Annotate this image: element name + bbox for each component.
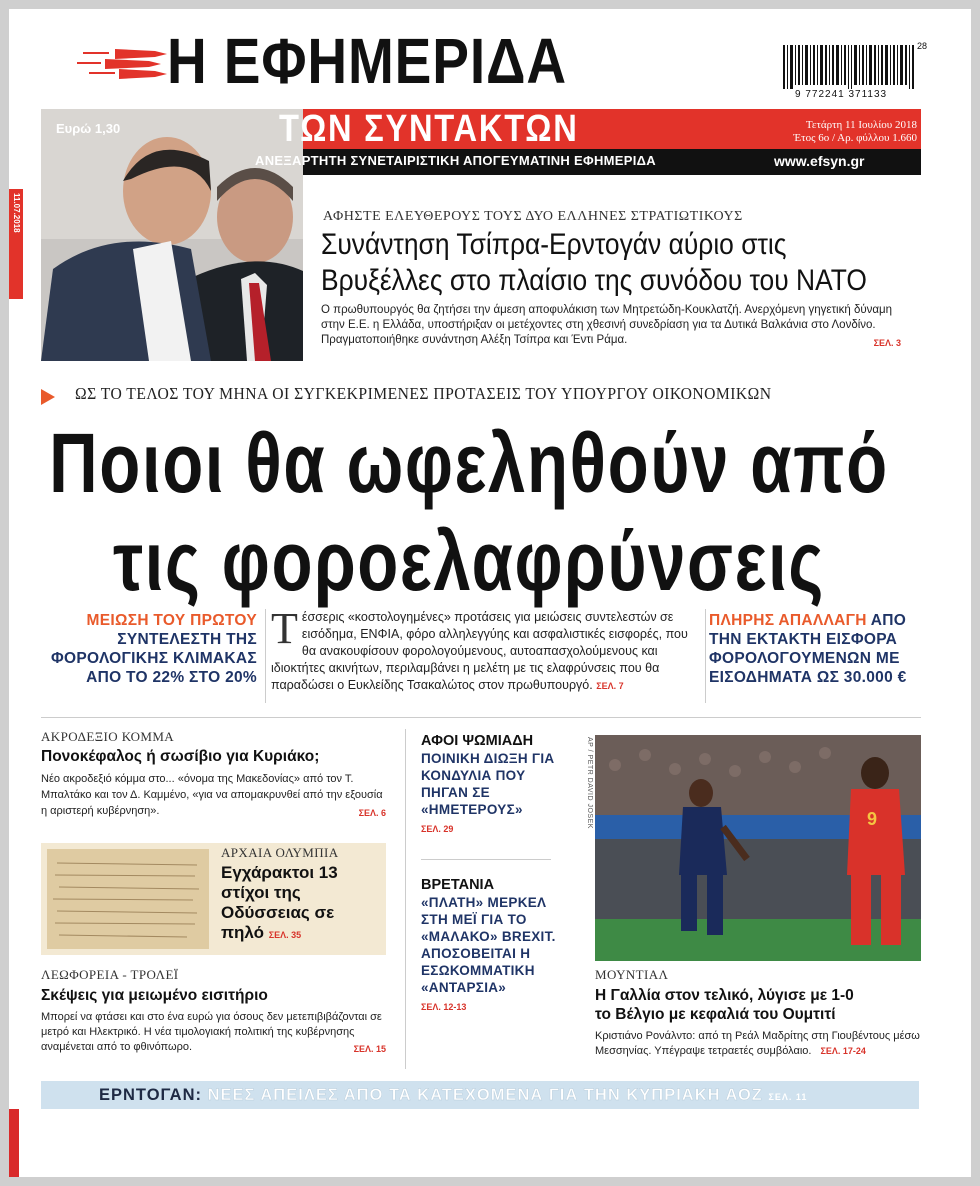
bottom-banner-text — [99, 1086, 807, 1105]
newspaper-front-page — [9, 9, 971, 1177]
banner-label: ΕΡΝΤΟΓΑΝ: — [99, 1086, 202, 1104]
page-ref[interactable]: ΣΕΛ. 6 — [358, 808, 386, 818]
highlight-line: ΑΠΟ — [870, 612, 907, 629]
lead-title-line: Βρυξέλλες στο πλαίσιο της συνόδου του ΝΑΤΟ — [321, 264, 867, 297]
divider — [705, 609, 706, 703]
main-body-text: έσσερις «κοστολογημένες» προτάσεις για μειώσεις συντελεστών σε εισόδημα, ΕΝΦΙΑ, φόρο αλληλεγγύης και ασφαλιστικές εισφορές, που θα ανακουφίσουν φορολογούμενους, αυτοαπασχολούμενους και ιδιοκτήτες ακινήτων, περιλαμβάνει η μελέτη με τις ελαφρύνσεις που θα παραδώσει ο Ευκλείδης Τσακαλώτος στον πρωθυπουργό. — [271, 610, 688, 692]
story-body: «ΠΛΑΤΗ» ΜΕΡΚΕΛ ΣΤΗ ΜΕΪ ΓΙΑ ΤΟ «ΜΑΛΑΚΟ» BREXIT. ΑΠΟΣΟΒΕΙΤΑΙ Η ΕΣΩΚΟΜΜΑΤΙΚΗ «ΑΝΤΑΡΣΙΑ» — [421, 895, 556, 995]
highlight-right — [709, 611, 931, 687]
highlight-line: ΦΟΡΟΛΟΓΟΥΜΕΝΩΝ ΜΕ — [709, 650, 900, 667]
page-ref[interactable]: ΣΕΛ. 35 — [268, 930, 302, 940]
date-line: Τετάρτη 11 Ιουλίου 2018 — [805, 119, 917, 131]
edge-marker — [9, 1109, 19, 1177]
divider — [421, 859, 551, 860]
story-kicker: ΜΟΥΝΤΙΑΛ — [595, 967, 669, 982]
page-ref[interactable]: ΣΕΛ. 3 — [873, 338, 901, 348]
divider — [265, 609, 266, 703]
story-bus[interactable] — [41, 967, 386, 1057]
highlight-line: ΑΠΟ ΤΟ 22% ΣΤΟ 20% — [86, 669, 257, 686]
story-kicker: ΑΚΡΟΔΕΞΙΟ ΚΟΜΜΑ — [41, 729, 175, 744]
story-title — [221, 863, 381, 945]
side-date-tab — [9, 189, 23, 299]
story-britain[interactable] — [421, 877, 563, 1012]
lead-body — [321, 303, 901, 351]
photo-credit: AP / PETR DAVID JOSEK — [586, 737, 593, 829]
lead-body-text: Ο πρωθυπουργός θα ζητήσει την άμεση αποφυλάκιση των Μητρετώδη-Κουκλατζή. Ανερχόμενη γηγετική δύναμη στην Ε.Ε. η Ελλάδα, υποστήριξαν οι μετέχοντες στη χθεσινή συνεδρίαση για τα Δυτικά Βαλκάνια στο Λονδίνο. Πραγματοποιήθηκε συνάντηση Αλέξη Τσίπρα και Έντι Ράμα. — [321, 304, 893, 346]
story-kicker: ΑΡΧΑΙΑ ΟΛΥΜΠΙΑ — [221, 845, 339, 860]
arrow-right-icon — [41, 389, 55, 405]
story-title-text: Εγχάρακτοι 13 στίχοι της Οδύσσειας σε πηλό — [221, 863, 338, 942]
page-ref[interactable]: ΣΕΛ. 15 — [353, 1044, 386, 1054]
lead-title-line: Συνάντηση Τσίπρα-Ερντογάν αύριο στις — [321, 228, 787, 261]
story-body-text: Μπορεί να φτάσει και στο ένα ευρώ για όσους δεν μετεπιβιβάζονται σε μετρό και Ηλεκτρικό. Η νέα τιμολογιακή πολιτική της κυβέρνησης αναμένεται από το φθινόπωρο. — [41, 1011, 382, 1053]
main-headline[interactable] — [49, 414, 889, 610]
main-body — [271, 604, 701, 695]
story-body-text: Κριστιάνο Ρονάλντο: από τη Ρεάλ Μαδρίτης στη Γιουβέντους μέσω Μεσσηνίας. Υπέγραψε τετραετές συμβόλαιο. — [595, 1030, 920, 1057]
divider — [41, 717, 921, 718]
story-head: ΑΦΟΙ ΨΩΜΙΑΔΗ — [421, 733, 534, 749]
football-photo — [595, 735, 921, 961]
story-body: ΠΟΙΝΙΚΗ ΔΙΩΞΗ ΓΙΑ ΚΟΝΔΥΛΙΑ ΠΟΥ ΠΗΓΑΝ ΣΕ «ΗΜΕΤΕΡΟΥΣ» — [421, 751, 555, 817]
leaders-photo — [41, 109, 303, 361]
story-title-line: Η Γαλλία στον τελικό, λύγισε με 1-0 — [595, 987, 854, 1004]
story-body — [595, 1029, 925, 1059]
page-ref[interactable]: ΣΕΛ. 29 — [421, 824, 454, 834]
side-date: 11.07.2018 — [12, 193, 21, 233]
highlight-line: ΤΗΝ ΕΚΤΑΚΤΗ ΕΙΣΦΟΡΑ — [709, 631, 898, 648]
story-body — [41, 771, 386, 819]
lead-kicker: ΑΦΗΣΤΕ ΕΛΕΥΘΕΡΟΥΣ ΤΟΥΣ ΔΥΟ ΕΛΛΗΝΕΣ ΣΤΡΑΤΙΩΤΙΚΟΥΣ — [323, 209, 743, 224]
story-mundial[interactable] — [595, 967, 925, 1059]
website-link[interactable]: www.efsyn.gr — [774, 153, 865, 169]
lead-title[interactable] — [321, 227, 884, 299]
story-body — [41, 1010, 386, 1055]
issue-code: 28 — [917, 41, 928, 51]
masthead-subtitle: ΤΩΝ ΣΥΝΤΑΚΤΩΝ — [279, 108, 579, 150]
barcode — [781, 43, 929, 103]
story-head: ΒΡΕΤΑΝΙΑ — [421, 877, 495, 893]
price: Ευρώ 1,30 — [56, 121, 121, 136]
headline-line: Ποιοι θα ωφεληθούν από — [49, 416, 889, 510]
page-ref[interactable]: ΣΕΛ. 7 — [596, 681, 624, 691]
story-title: Πονοκέφαλος ή σωσίβιο για Κυριάκο; — [41, 748, 320, 765]
page-ref[interactable]: ΣΕΛ. 17-24 — [820, 1046, 866, 1056]
barcode-number: 9 772241 371133 — [795, 89, 888, 100]
headline-line: τις φοροελαφρύνσεις — [113, 514, 825, 608]
story-title-line: το Βέλγιο με κεφαλιά του Ουμτιτί — [595, 1006, 836, 1023]
page-ref[interactable]: ΣΕΛ. 12-13 — [421, 1002, 467, 1012]
highlight-line: ΦΟΡΟΛΟΓΙΚΗΣ ΚΛΙΜΑΚΑΣ — [51, 650, 257, 667]
highlight-line: ΕΙΣΟΔΗΜΑΤΑ ΩΣ 30.000 € — [709, 669, 907, 686]
highlight-red: ΜΕΙΩΣΗ ΤΟΥ ΠΡΩΤΟΥ — [86, 612, 257, 629]
highlight-line: ΣΥΝΤΕΛΕΣΤΗ ΤΗΣ — [117, 631, 257, 648]
masthead-title: Η ΕΦΗΜΕΡΙΔΑ — [167, 25, 568, 97]
story-body-text: Νέο ακροδεξιό κόμμα στο... «όνομα της Μακεδονίας» από τον Τ. Μπαλτάκο και τον Δ. Καμμένο, «για να απομακρυνθεί από την εξουσία η αριστερή κυβέρνηση». — [41, 773, 383, 817]
divider — [405, 729, 406, 1069]
story-title: Σκέψεις για μειωμένο εισιτήριο — [41, 987, 268, 1004]
issue-number: Έτος 6ο / Αρ. φύλλου 1.660 — [793, 132, 917, 144]
main-kicker: ΩΣ ΤΟ ΤΕΛΟΣ ΤΟΥ ΜΗΝΑ ΟΙ ΣΥΓΚΕΚΡΙΜΕΝΕΣ ΠΡΟΤΑΣΕΙΣ ΤΟΥ ΥΠΟΥΡΓΟΥ ΟΙΚΟΝΟΜΙΚΩΝ — [75, 384, 772, 403]
story-kicker: ΛΕΩΦΟΡΕΙΑ - ΤΡΟΛΕΪ — [41, 967, 179, 982]
issue-date — [767, 119, 917, 145]
story-title — [595, 986, 925, 1024]
highlight-red: ΠΛΗΡΗΣ ΑΠΑΛΛΑΓΗ — [709, 612, 867, 629]
tagline: ΑΝΕΞΑΡΤΗΤΗ ΣΥΝΕΤΑΙΡΙΣΤΙΚΗ ΑΠΟΓΕΥΜΑΤΙΝΗ ΕΦΗΜΕΡΙΔΑ — [255, 153, 656, 168]
inscription-photo — [47, 849, 209, 949]
story-far-right[interactable] — [41, 729, 386, 821]
story-psomiadi[interactable] — [421, 733, 563, 834]
highlight-left — [41, 611, 257, 687]
dropcap: Τ — [271, 604, 298, 653]
page-ref[interactable]: ΣΕΛ. 11 — [768, 1092, 808, 1102]
rockets-logo-icon — [75, 45, 171, 81]
banner-text: ΝΕΕΣ ΑΠΕΙΛΕΣ ΑΠΟ ΤΑ ΚΑΤΕΧΟΜΕΝΑ ΓΙΑ ΤΗΝ ΚΥΠΡΙΑΚΗ ΑΟΖ — [207, 1086, 763, 1104]
svg-text:9: 9 — [867, 809, 878, 829]
